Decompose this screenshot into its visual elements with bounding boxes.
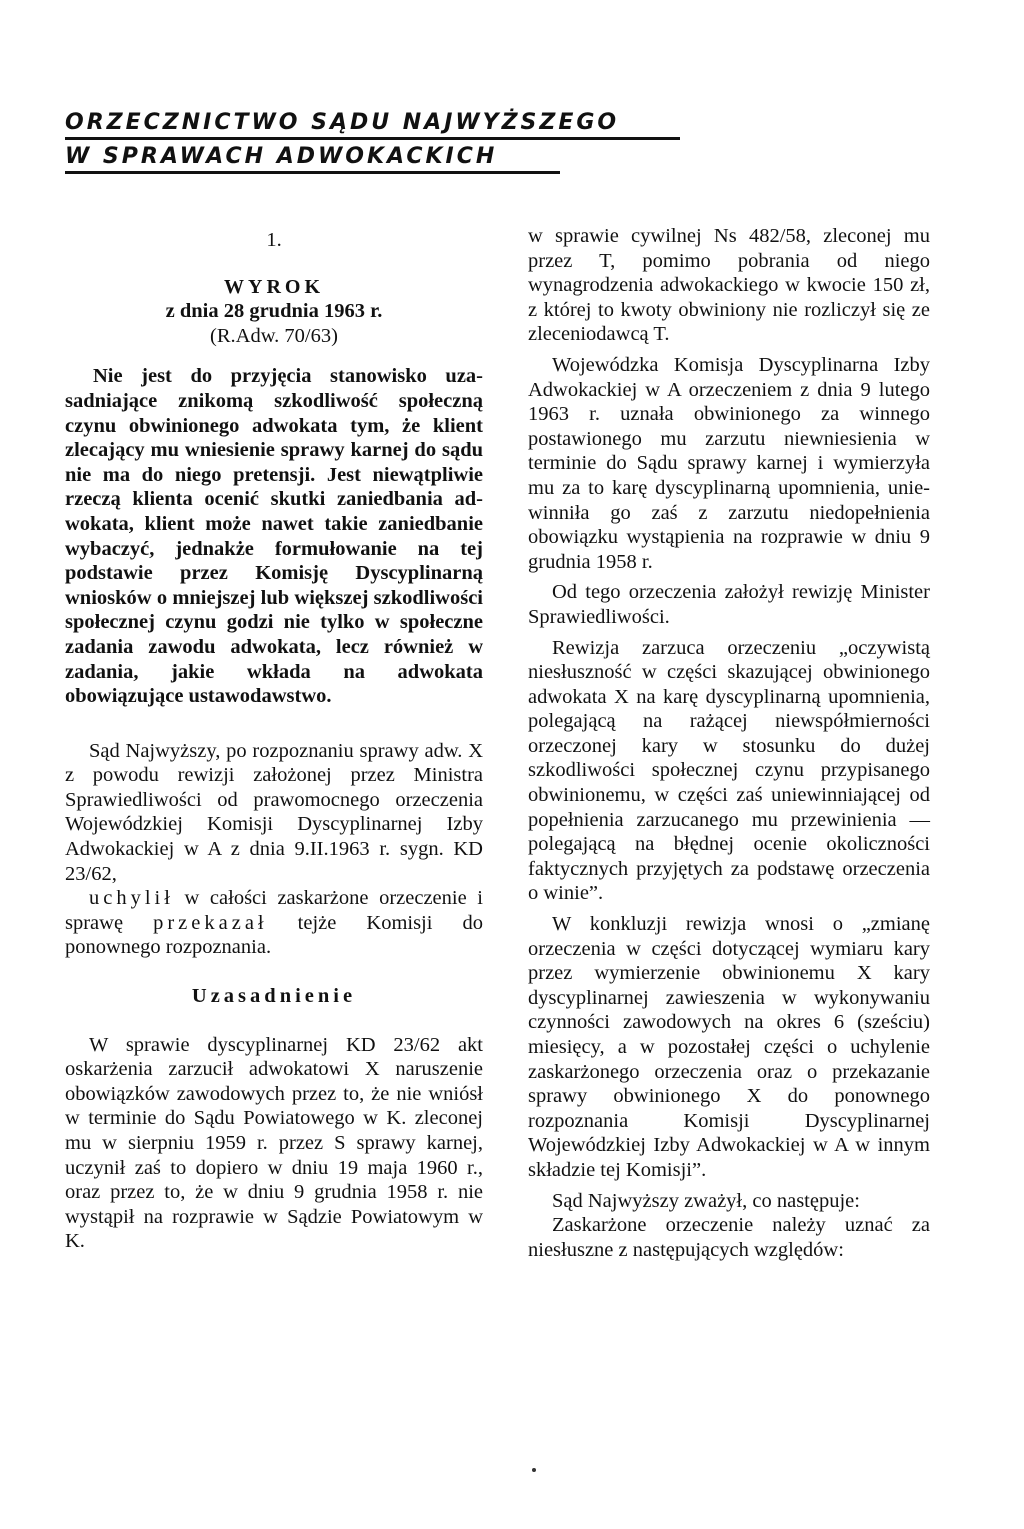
section-header-line2: W SPRAWACH ADWOKACKICH <box>65 144 560 174</box>
right-paragraph-1: w sprawie cywilnej Ns 482/58, zleconej mu przez T, pomimo pobrania od niego wynagrodzenia adwokackiego w kwocie 150 zł, z której to kwoty obwiniony nie rozliczył się ze zleceniodawcą T. <box>528 225 930 346</box>
reasons-heading: Uzasadnienie <box>191 985 357 1008</box>
decision-outcome-mid: w całości zaskarżone orzeczenie i sprawę <box>65 887 483 934</box>
reasons-paragraph-1: W sprawie dyscyplinarnej KD 23/62 akt oskarżenia zarzucił adwokatowi X naruszenie obowiązków zawodowych przez to, że nie wniósł w terminie do Sądu Powiatowego w K. zleconej mu w sierpniu 1959 r. przez S sprawy karnej, uczynił zaś to dopiero w dniu 19 maja 1960 r., oraz przez to, że w dniu 9 grudnia 1958 r. nie wystąpił na rozprawie w Sądzie Powiatowym w K. <box>65 1033 483 1253</box>
left-column <box>65 224 483 1254</box>
right-paragraph-3: Od tego orzeczenia założył rewizję Minister Sprawiedliwości. <box>528 581 930 628</box>
right-paragraph-2: Wojewódzka Komisja Dyscyplinarna Izby Adwokackiej w A orzeczeniem z dnia 9 lutego 1963 r. uznała obwinionego za winnego postawionego mu zarzutu niewniesienia w terminie do Sądu sprawy karnej i wymierzyła mu za to karę dyscyplinarną upomnienia, uniewinniła go zaś z zarzutu niedopełnienia obowiązku wystąpienia na rozprawie w dniu 9 grudnia 1958 r. <box>528 353 930 573</box>
right-paragraph-7: Zaskarżone orzeczenie należy uznać za niesłuszne z następujących względów: <box>528 1214 930 1261</box>
ruling-number: 1. <box>266 229 282 251</box>
decision-outcome-paragraph <box>65 886 483 960</box>
decision-paragraph: Sąd Najwyższy, po rozpoznaniu sprawy adw. X z powodu rewizji założonej przez Ministra Sprawiedliwości od prawomocnego orzeczenia Wojewódzkiej Komisji Dyscyplinarnej Izby Adwokackiej w A z dnia 9.II.1963 r. sygn. KD 23/62, <box>65 739 483 885</box>
right-paragraph-5: W konkluzji rewizja wnosi o „zmianę orzeczenia w części dotyczącej wymiaru kary przez wymierzenie obwinionemu X kary dyscyplinarnej zawieszenia w wykonywaniu czynności zawodowych na okres 6 (sześciu) miesięcy, a w pozostałej części o uchylenie zaskarżonego orzeczenia oraz o przekazanie sprawy obwinionego X do ponownego rozpoznania Komisji Dyscyplinarnej Wojewódzkiej Izby Adwokackiej w A w innym składzie tej Komisji”. <box>528 913 930 1181</box>
annulled-word: uchylił <box>89 887 174 910</box>
stray-dot <box>532 1468 536 1472</box>
verdict-signature: (R.Adw. 70/63) <box>210 324 338 347</box>
right-column <box>528 224 930 1262</box>
section-header-line1: ORZECZNICTWO SĄDU NAJWYŻSZEGO <box>65 110 680 140</box>
thesis-paragraph: Nie jest do przyjęcia stanowisko uzasadniające znikomą szkodliwość społeczną czynu obwinionego adwokata tym, że klient zlecający mu wniesienie sprawy karnej do sądu nie ma do niego pretensji. Jest niewątpliwie rzeczą klienta ocenić skutki zaniedbania adwokata, klient może nawet takie zaniedbanie wybaczyć, jednakże formułowanie na tej podstawie przez Komisję Dyscyplinarną wniosków o mniejszej lub większej szkodliwości społecznej czynu godzi nie tylko w społeczne zadania zawodu adwokata, lecz również w zadania, jakie wkłada na adwokata obowiązujące ustawodawstwo. <box>65 365 483 708</box>
verdict-date: z dnia 28 grudnia 1963 r. <box>165 300 383 323</box>
right-paragraph-4: Rewizja zarzuca orzeczeniu „oczywistą niesłuszność w części skazującej obwinionego adwokata X na karę dyscyplinarną upomnienia, polegającą na rażącej niewspółmierności orzeczonej kary w stosunku do dużej szkodliwości społecznej czynu przypisanego obwinionemu, w części zaś uniewinniającej od popełnienia zarzucanego mu przewinienia — polegającą na błędnej ocenie okoliczności faktycznych przyjętych za podstawę orzeczenia o winie”. <box>528 636 930 905</box>
section-header <box>65 110 680 174</box>
verdict-title: WYROK <box>224 275 324 298</box>
referred-word: przekazał <box>153 911 268 934</box>
right-paragraph-6: Sąd Najwyższy zważył, co następuje: <box>552 1189 860 1212</box>
decision-outcome-end: tejże Komisji do ponownego rozpoznania. <box>65 911 483 959</box>
